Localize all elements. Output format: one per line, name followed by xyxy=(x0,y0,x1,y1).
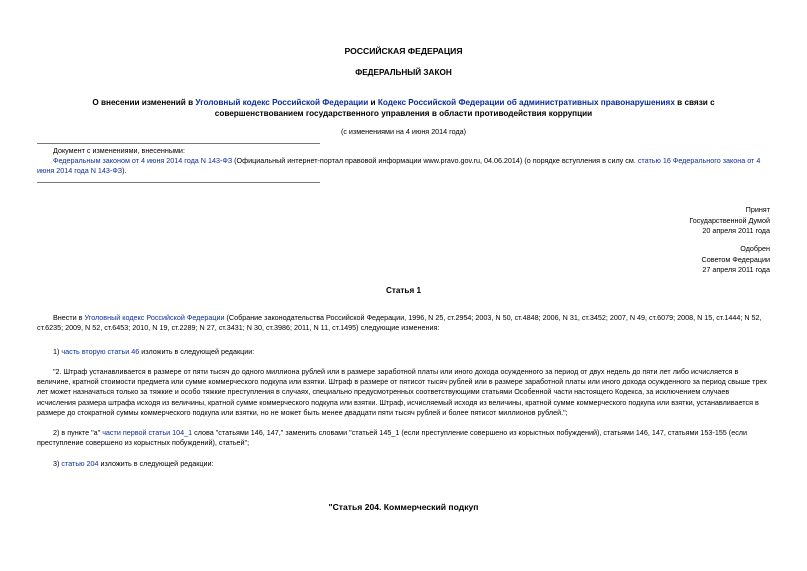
article104-link[interactable]: части первой статьи 104_1 xyxy=(102,428,193,437)
changes-label: Документ с изменениями, внесенными: xyxy=(53,146,185,155)
title-suffix: в связи с совершенствованием государственного управления в области противодействия коррупции xyxy=(214,98,715,118)
changes-text-2: ). xyxy=(122,166,127,175)
item1-pre: 1) xyxy=(53,347,62,356)
edition-note: (с изменениями на 4 июня 2014 года) xyxy=(340,127,467,136)
law-type-heading: ФЕДЕРАЛЬНЫЙ ЗАКОН xyxy=(355,68,452,77)
approved-line-1: Одобрен xyxy=(740,244,770,253)
changes-top-divider xyxy=(37,143,320,144)
item1-post: изложить в следующей редакции: xyxy=(139,347,255,356)
intro-criminal-code-link[interactable]: Уголовный кодекс Российской Федерации xyxy=(84,313,225,322)
administrative-code-link[interactable]: Кодекс Российской Федерации об административных правонарушениях xyxy=(377,98,675,107)
item2-pre: 2) в пункте "а" xyxy=(53,428,103,437)
item2 xyxy=(37,428,770,448)
adoption-federation-council xyxy=(570,244,770,276)
title-prefix: О внесении изменений в xyxy=(92,98,196,107)
article1-intro xyxy=(37,313,770,333)
article204-link[interactable]: статью 204 xyxy=(61,459,99,468)
adoption-duma xyxy=(570,205,770,237)
country-heading: РОССИЙСКАЯ ФЕДЕРАЦИЯ xyxy=(344,46,463,56)
document-title xyxy=(60,97,747,119)
title-mid: и xyxy=(368,98,378,107)
article46-link[interactable]: часть вторую статьи 46 xyxy=(61,347,140,356)
item2-post: слова "статьями 146, 147," заменить словами "статьей 145_1 (если преступление совершено из корыстных побуждений), статьями 146, 147, статьями 153-155 (если преступление совершено из корыстных побуждений), статьей"; xyxy=(37,428,747,448)
article204-heading: "Статья 204. Коммерческий подкуп xyxy=(328,502,479,512)
approved-line-2: Советом Федерации xyxy=(701,254,770,264)
changes-text-1: (Официальный интернет-портал правовой информации www.pravo.gov.ru, 04.06.2014) (о порядке вступления в силу см. xyxy=(232,156,638,165)
criminal-code-link[interactable]: Уголовный кодекс Российской Федерации xyxy=(195,98,369,107)
accepted-line-2: Государственной Думой xyxy=(689,215,770,225)
accepted-line-3: 20 апреля 2011 года xyxy=(702,226,770,235)
intro-post: (Собрание законодательства Российской Федерации, 1996, N 25, ст.2954; 2003, N 50, ст.4848; 2006, N 31, ст.3452; 2007, N 49, ст.6079; 2008, N 15, ст.1444; N 52, ст.6235; 2009, N 52, ст.6453; 2010, N 19, ст.2289; N 27, ст.3431; N 30, ст.3986; 2011, N 11, ст.1495) следующие изменения: xyxy=(37,313,762,333)
item3-post: изложить в следующей редакции: xyxy=(98,459,214,468)
intro-pre: Внести в xyxy=(53,313,85,322)
item3-pre: 3) xyxy=(53,459,62,468)
article1-heading: Статья 1 xyxy=(385,286,422,295)
changes-text xyxy=(37,156,770,176)
accepted-line-1: Принят xyxy=(745,205,770,214)
approved-line-3: 27 апреля 2011 года xyxy=(702,265,770,274)
article46-quote: "2. Штраф устанавливается в размере от пяти тысяч до одного миллиона рублей или в размере заработной платы или иного дохода осужденного за период от двух недель до пяти лет либо исчисляется в величине, кратной стоимости предмета или сумме коммерческого подкупа или взятки. Штраф в размере от пятисот тысяч рублей или в размере заработной платы или иного дохода осужденного за период свыше трех лет может назначаться только за тяжкие и особо тяжкие преступления в случаях, специально предусмотренных соответствующими статьями Особенной части настоящего Кодекса, за исключением случаев исчисления размера штрафа исходя из величины, кратной сумме коммерческого подкупа или взятки. Штраф, исчисляемый исходя из величины, кратной сумме коммерческого подкупа или взятки, устанавливается в размере до стократной суммы коммерческого подкупа или взятки, но не может быть менее двадцати пяти тысяч рублей и более пятисот миллионов рублей."; xyxy=(37,367,767,417)
item3 xyxy=(37,459,770,469)
article16-link[interactable]: статью 16 Федерального закона от 4 июня 2014 года N 143-ФЗ xyxy=(37,156,761,175)
item1 xyxy=(37,347,770,357)
amending-law-link[interactable]: Федеральным законом от 4 июня 2014 года N 143-ФЗ xyxy=(53,156,233,165)
changes-bottom-divider xyxy=(37,182,320,183)
